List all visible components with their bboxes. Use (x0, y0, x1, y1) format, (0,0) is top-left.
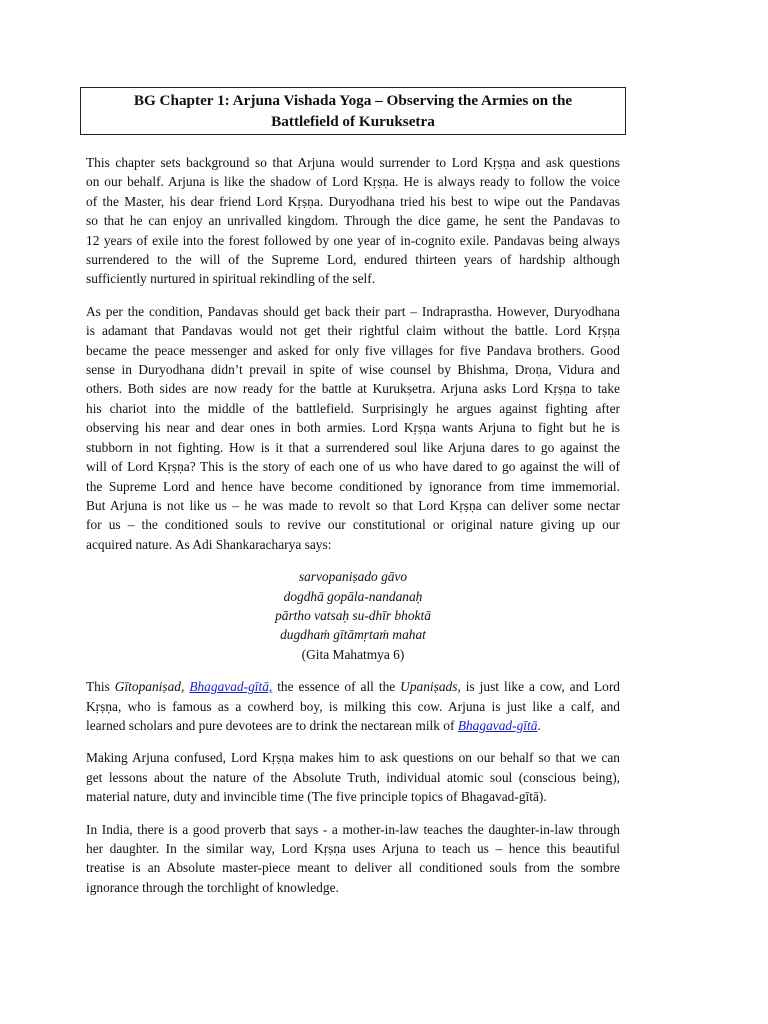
text-line: will of Lord Kṛṣṇa? This is the story of each one of us who have dared to go against the will of (86, 459, 620, 475)
italic-term: Gītopaniṣad, (114, 679, 185, 695)
text-line (86, 677, 620, 696)
document-body (86, 153, 620, 910)
text-line: observing his near and dear ones in both armies. Lord Kṛṣṇa wants Arjuna to fight but he is (86, 420, 620, 436)
text-line: treatise is an Absolute master-piece meant to deliver all conditioned souls from the sombre (86, 860, 620, 876)
plain-text: . (537, 717, 541, 733)
text-line: As per the condition, Pandavas should get back their part – Indraprastha. However, Duryodhana (86, 303, 620, 319)
text-line: so that he can enjoy an unrivalled kingdom. Through the dice game, he sent the Pandavas to (86, 213, 620, 229)
text-line: Making Arjuna confused, Lord Kṛṣṇa makes him to ask questions on our behalf so that we can (86, 750, 620, 766)
text-line: acquired nature. As Adi Shankaracharya says: (86, 536, 332, 552)
text-line: became the peace messenger and asked for only five villages for five Pandava brothers. Good (86, 342, 620, 358)
verse-line: sarvopaniṣado gāvo (298, 569, 408, 585)
text-line: stubborn in not fighting. How is it that a surrendered soul like Arjuna dares to go against the (86, 439, 620, 455)
chapter-title-box (80, 87, 626, 135)
chapter-title-line-2: Battlefield of Kuruksetra (271, 113, 435, 130)
bhagavad-gita-link[interactable]: Bhagavad-gītā, (189, 679, 273, 695)
text-line: Kṛṣṇa, who is famous as a cowherd boy, is milking this cow. Arjuna is just like a calf, and (86, 698, 620, 714)
text-line: is adamant that Pandavas would not get their rightful claim without the battle. Lord Kṛṣṇa (86, 323, 620, 339)
verse-line: pārtho vatsaḥ su-dhīr bhoktā (275, 607, 431, 623)
text-line: on our behalf. Arjuna is like the shadow of Lord Kṛṣṇa. He is always ready to follow the voice (86, 174, 620, 190)
paragraph-confusion (86, 748, 620, 806)
plain-text: This (86, 679, 115, 695)
text-line: sense in Duryodhana didn’t prevail in spite of wise counsel by Bhishma, Droṇa, Vidura and (86, 362, 620, 378)
text-line: 12 years of exile into the forest followed by one year of in-cognito exile. Pandavas being always (86, 232, 620, 248)
text-line: others. Both sides are now ready for the battle at Kurukṣetra. Arjuna asks Lord Kṛṣṇa to take (86, 381, 620, 397)
text-line: sufficiently nurtured in spiritual rekindling of the self. (86, 271, 376, 287)
plain-text: learned scholars and pure devotees are to drink the nectarean milk of (86, 717, 458, 733)
paragraph-intro (86, 153, 620, 289)
text-line (86, 716, 620, 735)
text-line: of the Master, his dear friend Lord Kṛṣṇa. Duryodhana tried his best to wipe out the Pandavas (86, 193, 620, 209)
verse-source: (Gita Mahatmya 6) (301, 646, 405, 662)
text-line: But Arjuna is not like us – he was made to revolt so that Lord Kṛṣṇa can deliver some nectar (86, 497, 620, 513)
text-line: for us – the conditioned souls to revive our constitutional or original nature giving up our (86, 517, 620, 533)
text-line: This chapter sets background so that Arjuna would surrender to Lord Kṛṣṇa and ask questions (86, 155, 620, 170)
text-line: the Supreme Lord and hence have become conditioned by ignorance from time immemorial. (86, 478, 620, 494)
text-line: In India, there is a good proverb that says - a mother-in-law teaches the daughter-in-law through (86, 821, 620, 837)
text-line: ignorance through the torchlight of knowledge. (86, 879, 339, 895)
italic-term: Upaniṣads, (400, 679, 461, 695)
paragraph-condition (86, 302, 620, 554)
text-line: surrendered to the will of the Supreme Lord, endured thirteen years of hardship although (86, 252, 620, 268)
bhagavad-gita-link[interactable]: Bhagavad-gītā (457, 717, 538, 733)
text-line: her daughter. In the similar way, Lord Kṛṣṇa uses Arjuna to teach us – hence this beautiful (86, 841, 620, 856)
verse-line: dugdhaṁ gītāmṛtaṁ mahat (280, 627, 426, 643)
verse-line: dogdhā gopāla-nandanaḥ (283, 588, 423, 604)
paragraph-gitopanisad (86, 677, 620, 735)
paragraph-proverb (86, 820, 620, 898)
text-line: his chariot into the middle of the battlefield. Surprisingly he argues against fighting after (86, 400, 620, 416)
text-line: material nature, duty and invincible time (The five principle topics of Bhagavad-gītā). (86, 789, 547, 805)
chapter-title-line-1: BG Chapter 1: Arjuna Vishada Yoga – Observing the Armies on the (133, 92, 573, 109)
text-line: get lessons about the nature of the Absolute Truth, individual atomic soul (conscious being), (86, 769, 620, 785)
sanskrit-verse (86, 567, 620, 664)
plain-text: the essence of all the (272, 679, 401, 695)
plain-text: is just like a cow, and Lord (460, 679, 620, 695)
